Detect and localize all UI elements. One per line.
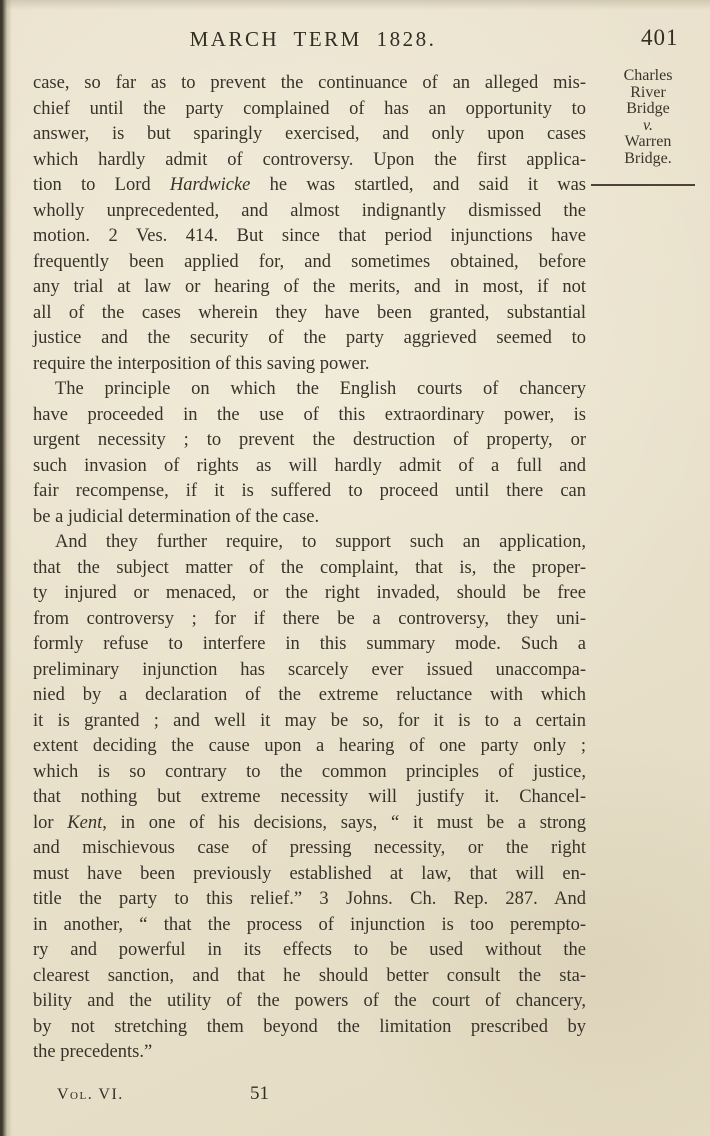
text-line: ty injured or menaced, or the right invaded, should be free	[33, 583, 586, 603]
margin-note-line: Bridge	[626, 100, 670, 117]
text-line: And they further require, to support such an application,	[55, 532, 586, 552]
text-line: formly refuse to interfere in this summary mode. Such a	[33, 634, 586, 654]
text-line: must have been previously established at law, that will en-	[33, 863, 586, 884]
text-line: fair recompense, if it is suffered to proceed until there can	[33, 481, 586, 501]
text-line: tion to Lord Hardwicke he was startled, and said it was	[33, 175, 587, 195]
text-line: motion. 2 Ves. 414. But since that period injunctions have	[33, 226, 586, 246]
text-line: it is granted ; and well it may be so, for it is to a certain	[33, 710, 586, 731]
binding-edge-shadow	[0, 0, 12, 1136]
text-line: the precedents.”	[33, 1042, 153, 1062]
margin-note-rule	[591, 184, 695, 186]
text-line: and mischievous case of pressing necessity, or the right	[33, 838, 586, 858]
text-line: which hardly admit of controversy. Upon the first applica-	[33, 149, 586, 170]
text-line: title the party to this relief.” 3 Johns. Ch. Rep. 287. And	[33, 889, 586, 909]
footer-volume-label: Vol. VI.	[57, 1086, 124, 1103]
margin-note-line: Warren	[624, 133, 672, 150]
text-line: ry and powerful in its effects to be used without the	[33, 940, 586, 960]
margin-note-line: Charles	[623, 67, 673, 84]
text-line: all of the cases wherein they have been granted, substantial	[33, 302, 586, 323]
margin-note-line: Bridge.	[624, 149, 672, 167]
text-line: justice and the security of the party aggrieved seemed to	[33, 328, 586, 348]
body-text	[33, 71, 586, 1066]
text-line: lor Kent, in one of his decisions, says, “ it must be a strong	[33, 812, 586, 833]
text-line: wholly unprecedented, and almost indignantly dismissed the	[33, 200, 586, 221]
text-line: which is so contrary to the common principles of justice,	[33, 761, 586, 782]
page-top-shadow	[0, 0, 710, 10]
page-number: 401	[641, 25, 679, 50]
text-line: by not stretching them beyond the limitation prescribed by	[33, 1016, 586, 1037]
text-line: have proceeded in the use of this extraordinary power, is	[33, 404, 586, 425]
text-line: be a judicial determination of the case.	[33, 506, 320, 527]
text-line: from controversy ; for if there be a controversy, they uni-	[33, 608, 586, 629]
text-line: any trial at law or hearing of the merits, and in most, if not	[33, 277, 586, 297]
text-line: answer, is but sparingly exercised, and only upon cases	[33, 124, 586, 144]
text-line: urgent necessity ; to prevent the destruction of property, or	[33, 430, 586, 450]
text-line: extent deciding the cause upon a hearing of one party only ;	[33, 736, 586, 756]
text-line: preliminary injunction has scarcely ever issued unaccompa-	[33, 659, 586, 680]
text-line: nied by a declaration of the extreme reluctance with which	[33, 685, 586, 705]
text-line: such invasion of rights as will hardly admit of a full and	[33, 455, 586, 476]
text-line: The principle on which the English courts of chancery	[55, 379, 586, 399]
text-line: require the interposition of this saving power.	[33, 353, 370, 374]
text-line: frequently been applied for, and sometimes obtained, before	[33, 251, 586, 272]
footer-sheet-number: 51	[250, 1083, 269, 1104]
margin-note-line: v.	[643, 116, 653, 134]
text-line: bility and the utility of the powers of the court of chancery,	[33, 991, 586, 1011]
margin-note-case-name	[593, 68, 703, 167]
text-line: chief until the party complained of has an opportunity to	[33, 98, 586, 119]
text-line: that the subject matter of the complaint, that is, the proper-	[33, 557, 586, 578]
text-line: that nothing but extreme necessity will justify it. Chancel-	[33, 787, 586, 807]
text-line: in another, “ that the process of injunction is too perempto-	[33, 914, 586, 935]
text-line: case, so far as to prevent the continuance of an alleged mis-	[33, 73, 586, 93]
running-head-title: MARCH TERM 1828.	[189, 27, 437, 51]
margin-note-line: River	[630, 83, 666, 101]
text-line: clearest sanction, and that he should better consult the sta-	[33, 965, 586, 986]
